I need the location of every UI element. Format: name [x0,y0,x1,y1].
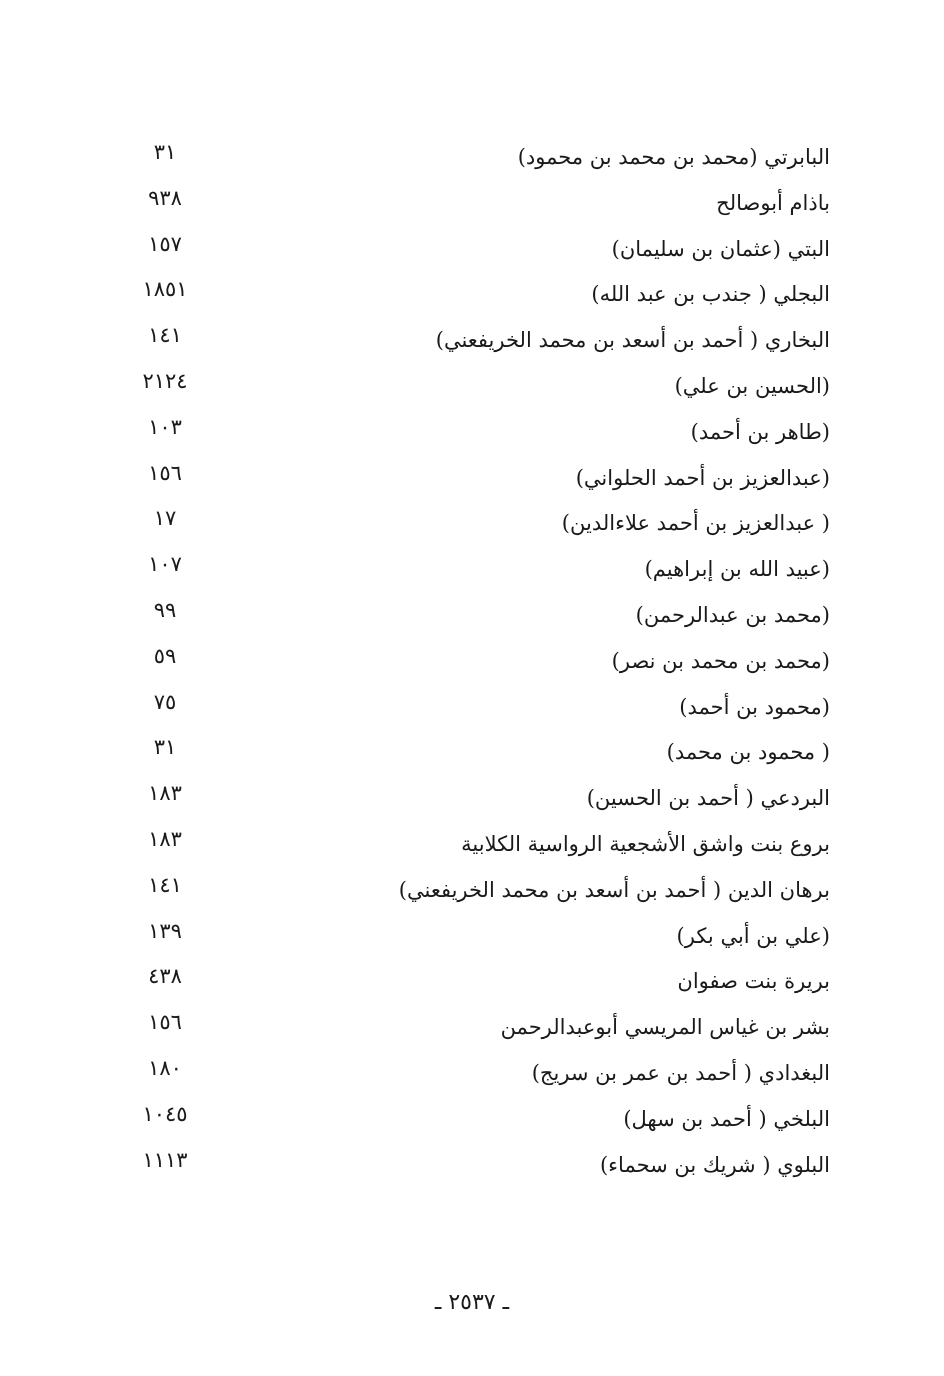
entry-name: بشر بن غياس المريسي أبوعبدالرحمن [500,1015,830,1040]
entry-name: (عبيد الله بن إبراهيم) [644,557,830,582]
entry-page-number: ٩٣٨ [148,185,182,210]
entry-name: برهان الدين ( أحمد بن أسعد بن محمد الخريفعني) [398,877,830,902]
entry-page-number: ١٧ [153,506,177,531]
entry-name: (محمد بن عبدالرحمن) [635,602,830,627]
index-entry [120,871,830,917]
index-entry [120,688,830,734]
index-entry [120,1146,830,1192]
entry-name: (طاهر بن أحمد) [690,419,830,444]
entry-page-number: ١٨٠ [148,1055,182,1080]
index-entry [120,1054,830,1100]
index-entry [120,550,830,596]
entry-page-number: ١٤١ [148,323,182,348]
entry-page-number: ٩٩ [153,597,177,622]
index-entry [120,504,830,550]
entry-page-number: ١٨٣ [148,826,182,851]
index-entries [120,138,830,1191]
entry-name: (الحسين بن علي) [674,373,830,398]
entry-page-number: ٧٥ [153,689,177,714]
entry-name: البلوي ( شريك بن سحماء) [599,1152,830,1177]
entry-page-number: ١٤١ [148,872,182,897]
entry-name: ( محمود بن محمد) [666,740,830,765]
index-entry [120,917,830,963]
index-entry [120,779,830,825]
index-entry [120,825,830,871]
entry-name: بروع بنت واشق الأشجعية الرواسية الكلابية [461,831,830,856]
entry-page-number: ١٠٧ [148,552,182,577]
entry-name: البردعي ( أحمد بن الحسين) [586,786,830,811]
index-entry [120,596,830,642]
entry-page-number: ١٠٤٥ [142,1101,188,1126]
entry-page-number: ٢١٢٤ [142,368,188,393]
index-entry [120,321,830,367]
index-entry [120,367,830,413]
entry-name: البجلي ( جندب بن عبد الله) [591,282,830,307]
entry-page-number: ١٨٣ [148,781,182,806]
entry-name: البغدادي ( أحمد بن عمر بن سريج) [531,1060,830,1085]
entry-page-number: ٥٩ [153,643,177,668]
entry-page-number: ١٥٦ [148,1010,182,1035]
entry-page-number: ١٨٥١ [142,277,188,302]
entry-page-number: ١٥٧ [148,231,182,256]
entry-name: البابرتي (محمد بن محمد بن محمود) [517,145,830,169]
index-entry [120,184,830,230]
entry-name: البتي (عثمان بن سليمان) [611,236,830,261]
index-entry [120,1008,830,1054]
entry-name: البلخي ( أحمد بن سهل) [623,1106,830,1131]
index-entry [120,733,830,779]
index-entry [120,642,830,688]
entry-name: (محمد بن محمد بن نصر) [611,648,830,673]
entry-name: (محمود بن أحمد) [679,694,830,719]
index-entry [120,1100,830,1146]
entry-name: البخاري ( أحمد بن أسعد بن محمد الخريفعني) [435,328,830,353]
entry-page-number: ٣١ [153,140,177,164]
entry-name: باذام أبوصالح [716,190,830,215]
entry-name: (علي بن أبي بكر) [676,923,830,948]
entry-page-number: ١٥٦ [148,460,182,485]
entry-page-number: ٣١ [153,735,177,760]
entry-name: (عبدالعزيز بن أحمد الحلواني) [575,465,830,490]
page-number-footer: ـ ٢٥٣٧ ـ [434,1290,510,1315]
entry-name: بريرة بنت صفوان [677,969,830,994]
index-entry [120,413,830,459]
index-entry [120,138,830,184]
index-entry [120,275,830,321]
entry-page-number: ١٠٣ [148,414,182,439]
entry-name: ( عبدالعزيز بن أحمد علاءالدين) [561,511,830,536]
entry-page-number: ١٣٩ [148,918,182,943]
index-entry [120,459,830,505]
entry-page-number: ٤٣٨ [148,964,182,989]
index-entry [120,962,830,1008]
index-entry [120,230,830,276]
entry-page-number: ١١١٣ [142,1147,188,1172]
